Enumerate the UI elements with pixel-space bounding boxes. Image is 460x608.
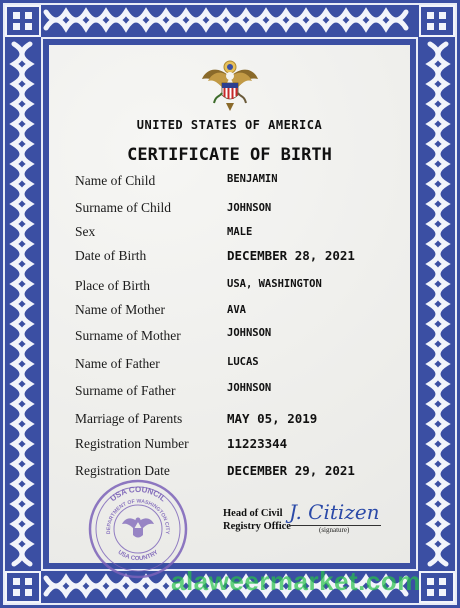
field-label: Marriage of Parents <box>75 411 183 426</box>
field-value: LUCAS <box>227 356 259 368</box>
registry-office-line2: Registry Office <box>223 521 291 532</box>
stamp-eagle-icon <box>122 518 154 538</box>
great-seal-eagle-icon <box>200 59 260 115</box>
field-row-marriage-of-parents <box>75 411 405 431</box>
stamp-bottom-text: USA COUNTRY <box>116 549 160 563</box>
field-label: Name of Father <box>75 356 160 371</box>
field-label: Place of Birth <box>75 278 150 293</box>
country-heading: UNITED STATES OF AMERICA <box>136 118 323 132</box>
stamp-ring-text: DEPARTMENT OF WASHINGTON CITY <box>105 498 171 535</box>
field-label: Name of Child <box>75 173 156 188</box>
field-row-date-of-birth <box>75 248 405 268</box>
field-value: JOHNSON <box>227 382 272 394</box>
field-value: MAY 05, 2019 <box>227 411 318 426</box>
field-row-place-of-birth <box>75 278 405 298</box>
field-value: 11223344 <box>227 436 288 451</box>
field-label: Surname of Child <box>75 200 171 215</box>
field-value: MALE <box>227 226 253 238</box>
field-row-surname-of-mother <box>75 328 405 348</box>
field-label: Registration Date <box>75 463 170 478</box>
field-label: Date of Birth <box>75 248 147 263</box>
field-value: USA, WASHINGTON <box>227 278 322 290</box>
watermark: alaweermarket.com <box>171 566 421 596</box>
field-label: Surname of Father <box>75 383 176 398</box>
field-label: Name of Mother <box>75 302 165 317</box>
field-row-name-of-mother <box>75 302 405 322</box>
field-row-name-of-father <box>75 356 405 376</box>
signature: J. Citizen <box>289 500 380 524</box>
field-row-surname-of-father <box>75 383 405 403</box>
registry-office-label <box>223 507 291 533</box>
field-label: Surname of Mother <box>75 328 181 343</box>
field-row-name-of-child <box>75 173 405 193</box>
field-value: DECEMBER 28, 2021 <box>227 248 355 263</box>
field-label: Sex <box>75 224 96 239</box>
field-row-surname-of-child <box>75 200 405 220</box>
svg-text:USA COUNTRY <box>117 550 160 562</box>
field-value: JOHNSON <box>227 327 272 339</box>
field-value: JOHNSON <box>227 202 272 214</box>
field-row-registration-number <box>75 436 405 456</box>
field-value: AVA <box>227 304 246 316</box>
field-value: DECEMBER 29, 2021 <box>227 463 355 478</box>
council-stamp <box>87 478 189 580</box>
certificate-paper <box>49 45 410 563</box>
stamp-top-text: USA COUNCIL <box>108 484 168 504</box>
field-value: BENJAMIN <box>227 173 278 185</box>
certificate-title: CERTIFICATE OF BIRTH <box>127 145 332 165</box>
signature-caption: (signature) <box>319 526 350 534</box>
field-row-sex <box>75 224 405 244</box>
registry-office-line1: Head of Civil <box>223 508 283 519</box>
field-label: Registration Number <box>75 436 189 451</box>
